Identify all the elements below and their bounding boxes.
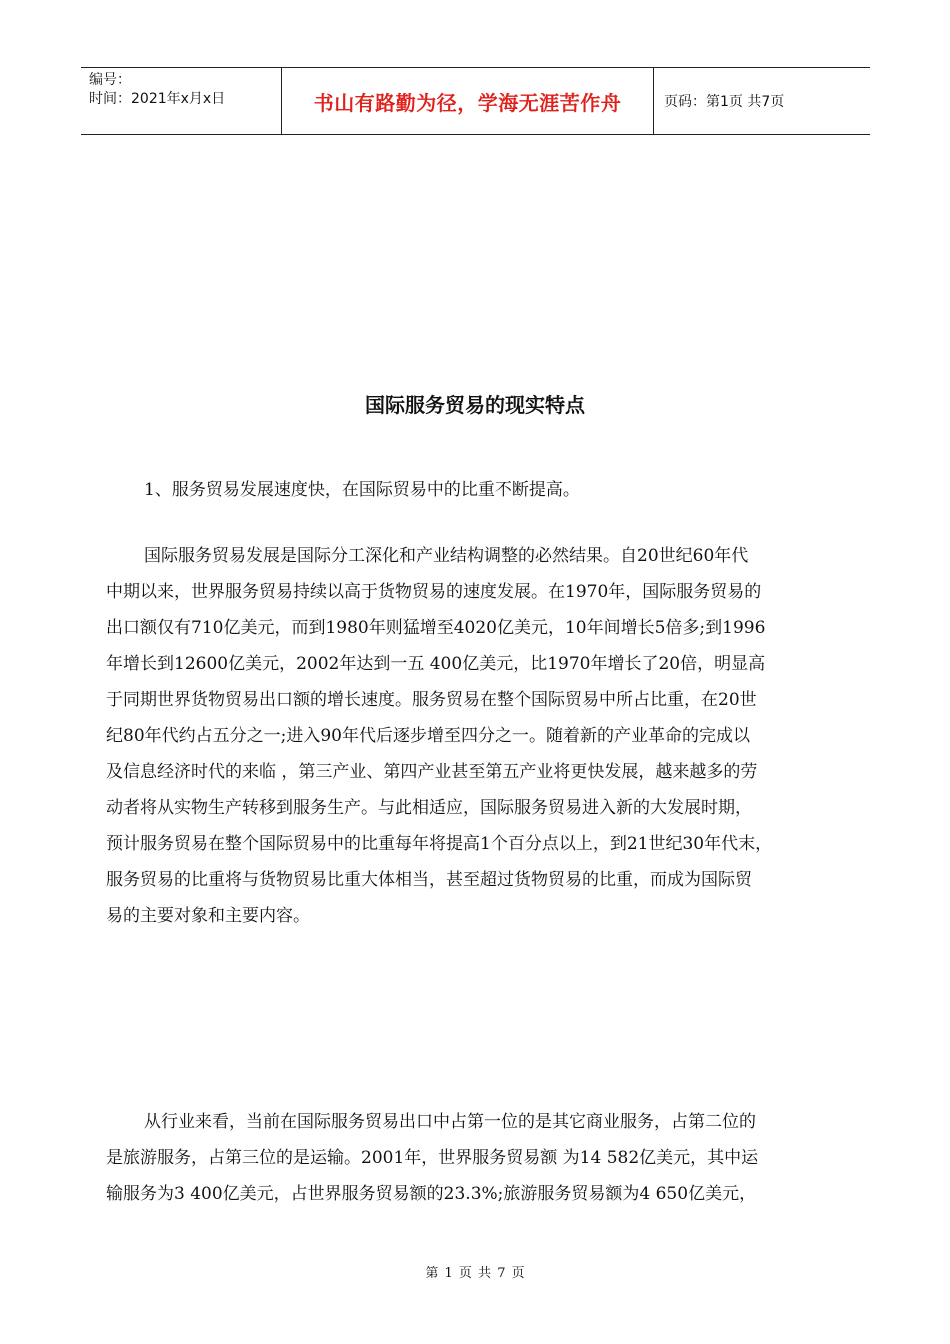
paragraph-line: 中期以来，世界服务贸易持续以高于货物贸易的速度发展。在1970年，国际服务贸易的: [106, 582, 762, 602]
paragraph-line: 国际服务贸易发展是国际分工深化和产业结构调整的必然结果。自20世纪60年代: [144, 546, 749, 566]
paragraph-line: 从行业来看，当前在国际服务贸易出口中占第一位的是其它商业服务，占第二位的: [144, 1112, 756, 1132]
paragraph-line: 是旅游服务，占第三位的是运输。2001年，世界服务贸易额 为14 582亿美元，其中运: [106, 1148, 759, 1168]
document-number-label: 编号：: [89, 72, 131, 88]
paragraph-line: 纪80年代约占五分之一;进入90年代后逐步增至四分之一。随着新的产业革命的完成以: [106, 726, 750, 746]
document-title: 国际服务贸易的现实特点: [365, 393, 585, 417]
paragraph-1: [106, 538, 866, 934]
paragraph-2: [106, 1104, 866, 1212]
header-motto: 书山有路勤为径，学海无涯苦作舟: [282, 68, 654, 134]
document-time-label: 时间：2021年x月x日: [89, 91, 226, 107]
paragraph-line: 于同期世界货物贸易出口额的增长速度。服务贸易在整个国际贸易中所占比重，在20世: [106, 690, 757, 710]
paragraph-line: 输服务为3 400亿美元，占世界服务贸易额的23.3%;旅游服务贸易额为4 650亿美元，: [106, 1184, 757, 1204]
paragraph-line: 年增长到12600亿美元，2002年达到一五 400亿美元，比1970年增长了20倍，明显高: [106, 654, 766, 674]
paragraph-line: 服务贸易的比重将与货物贸易比重大体相当，甚至超过货物贸易的比重，而成为国际贸: [106, 870, 752, 890]
page-header: [81, 67, 870, 135]
page-footer: 第 1 页 共 7 页: [425, 1266, 525, 1281]
paragraph-line: 动者将从实物生产转移到服务生产。与此相适应，国际服务贸易进入新的大发展时期，: [106, 798, 752, 818]
section-heading-text: 1、服务贸易发展速度快，在国际贸易中的比重不断提高。: [144, 480, 580, 500]
paragraph-line: 出口额仅有710亿美元，而到1980年则猛增至4020亿美元，10年间增长5倍多;到1996: [106, 618, 766, 638]
header-meta-cell: [81, 68, 282, 134]
section-heading-1: [106, 472, 866, 508]
paragraph-line: 易的主要对象和主要内容。: [106, 906, 310, 926]
paragraph-line: 预计服务贸易在整个国际贸易中的比重每年将提高1个百分点以上，到21世纪30年代末，: [106, 834, 773, 854]
paragraph-line: 及信息经济时代的来临 ，第三产业、第四产业甚至第五产业将更快发展，越来越多的劳: [106, 762, 758, 782]
header-page-info: 页码：第1页 共7页: [664, 94, 785, 110]
